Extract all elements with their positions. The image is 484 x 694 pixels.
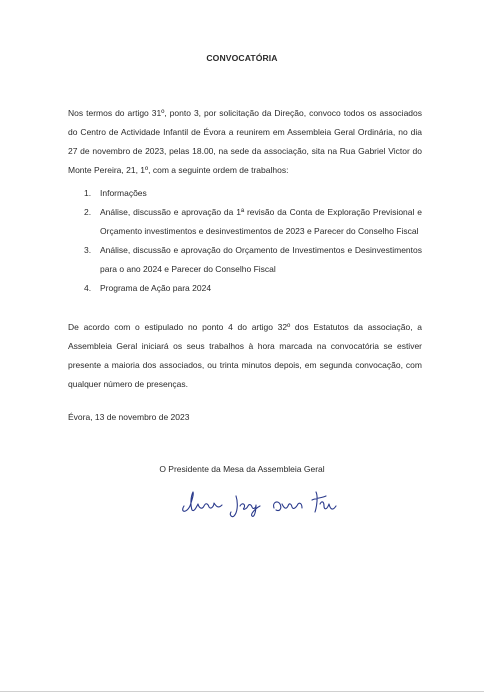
closing-paragraph: De acordo com o estipulado no ponto 4 do artigo 32º dos Estatutos da associação, a Assembleia Geral iniciará os seus trabalhos à hora marcada na convocatória se estiver presente a maioria dos associados, ou trinta minutos depois, em segunda convocação, com qualquer número de presenças. bbox=[68, 322, 422, 389]
agenda-item-number: 3. bbox=[84, 245, 92, 255]
agenda-item bbox=[84, 184, 422, 203]
agenda-item-text: Análise, discussão e aprovação do Orçamento de Investimentos e Desinvestimentos para o ano 2024 e Parecer do Conselho Fiscal bbox=[100, 245, 422, 274]
document-title: CONVOCATÓRIA bbox=[206, 53, 278, 63]
signer-title: O Presidente da Mesa da Assembleia Geral bbox=[159, 464, 325, 474]
date-line: Évora, 13 de novembro de 2023 bbox=[68, 412, 190, 422]
agenda-list bbox=[84, 184, 422, 298]
agenda-item-text: Informações bbox=[100, 188, 147, 198]
agenda-item-number: 4. bbox=[84, 283, 92, 293]
intro-paragraph: Nos termos do artigo 31º, ponto 3, por solicitação da Direção, convoco todos os associados do Centro de Actividade Infantil de Évora a reunirem em Assembleia Geral Ordinária, no dia 27 de novembro de 2023, pelas 18.00, na sede da associação, sita na Rua Gabriel Victor do Monte Pereira, 21, 1º, com a seguinte ordem de trabalhos: bbox=[68, 108, 422, 175]
page-bottom-rule bbox=[0, 691, 484, 692]
agenda-item-number: 2. bbox=[84, 207, 92, 217]
handwritten-signature bbox=[176, 482, 346, 522]
agenda-item-text: Programa de Ação para 2024 bbox=[100, 283, 212, 293]
agenda-item-number: 1. bbox=[84, 188, 92, 198]
agenda-item bbox=[84, 203, 422, 241]
agenda-item-text: Análise, discussão e aprovação da 1ª revisão da Conta de Exploração Previsional e Orçamento investimentos e desinvestimentos de 2023 e Parecer do Conselho Fiscal bbox=[100, 207, 422, 236]
agenda-item bbox=[84, 241, 422, 279]
agenda-item bbox=[84, 279, 422, 298]
